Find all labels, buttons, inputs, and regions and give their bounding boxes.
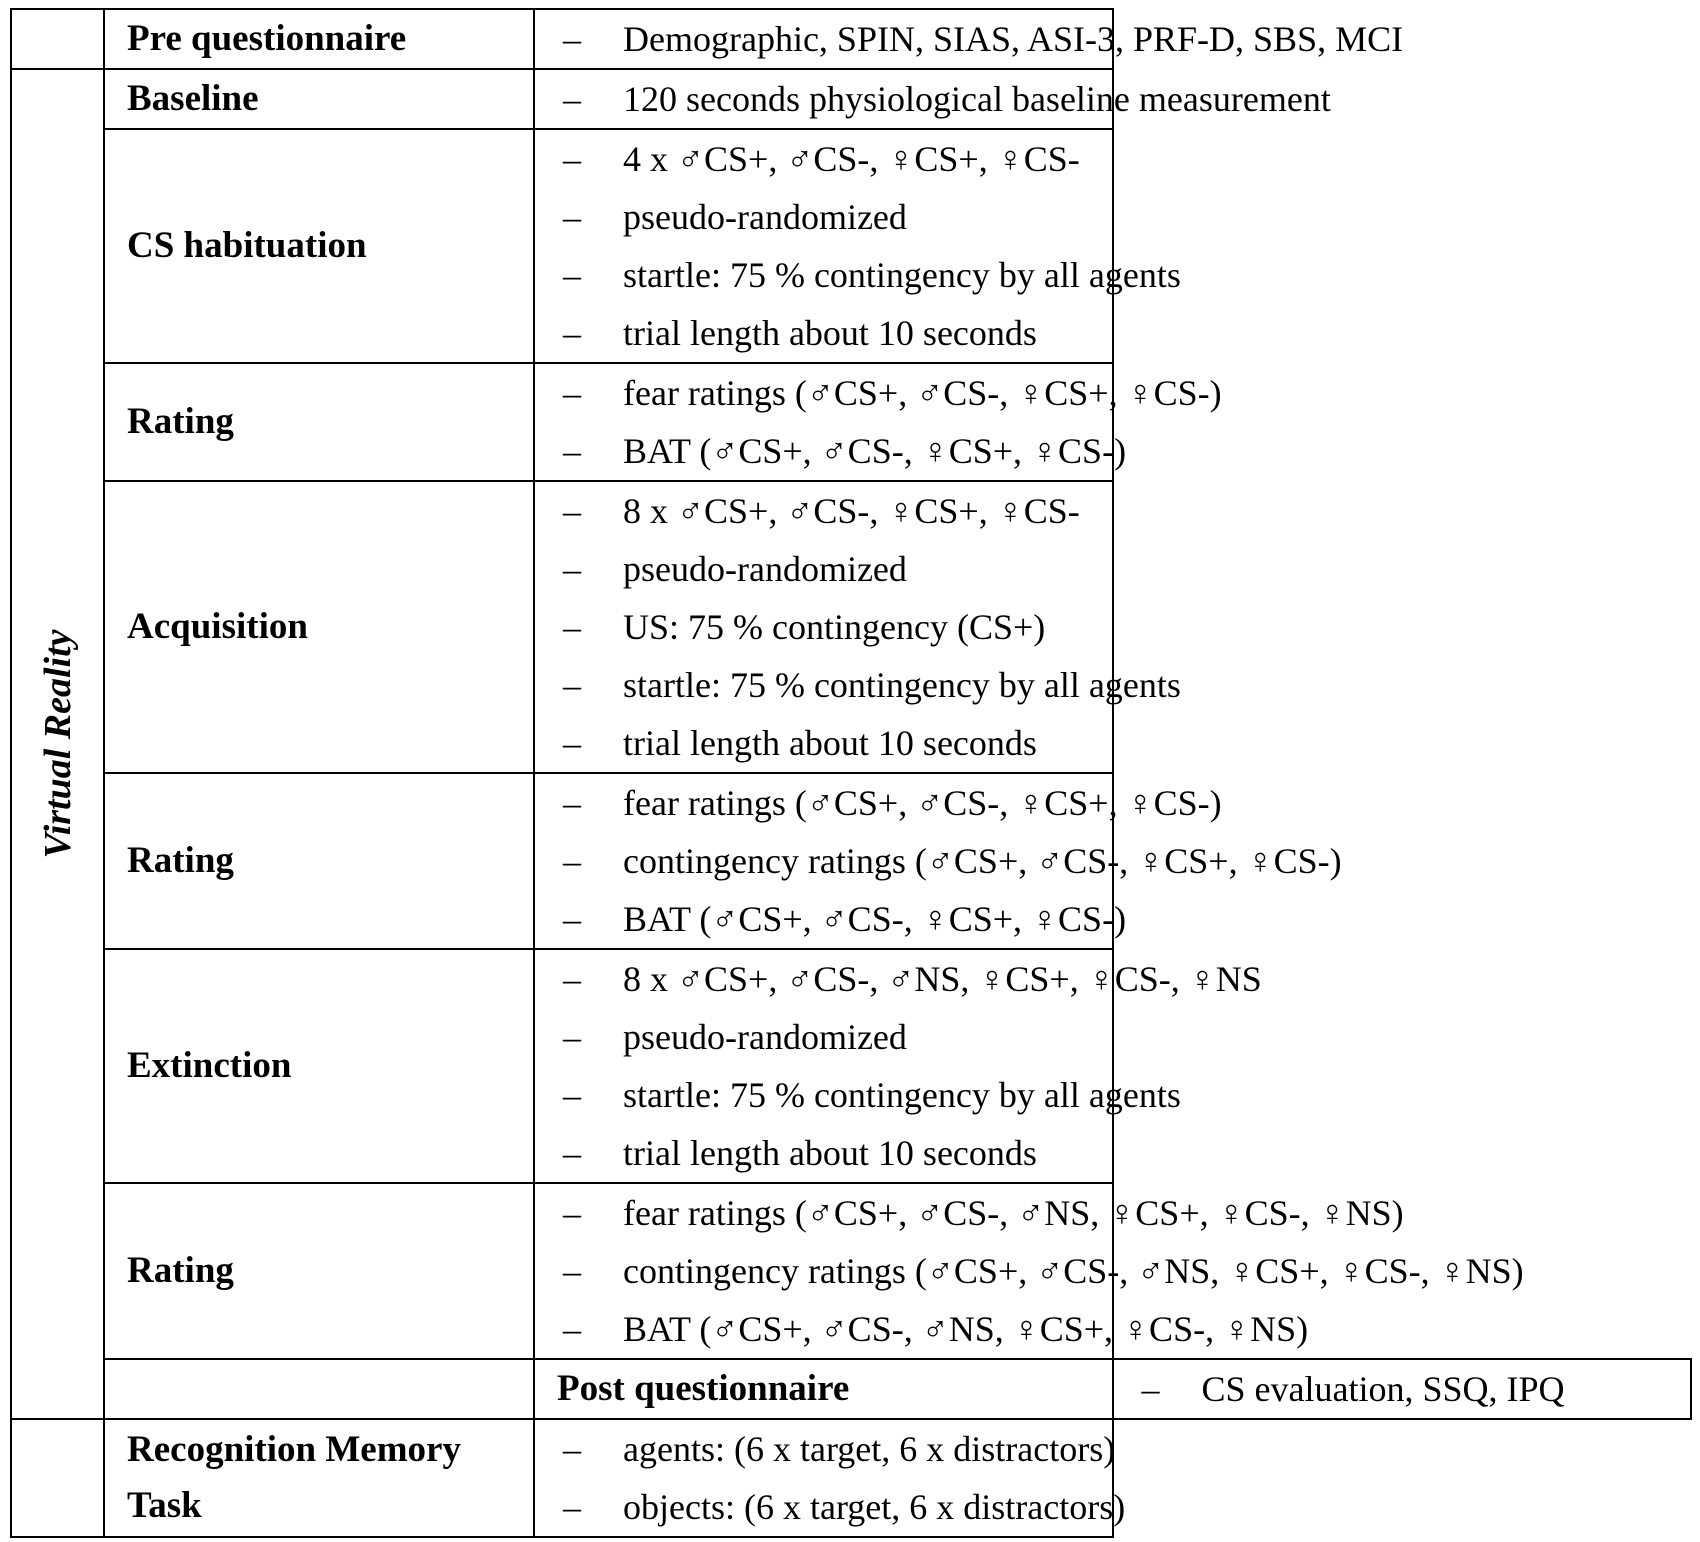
table-row: [11, 949, 1691, 1183]
list-item: – objects: (6 x target, 6 x distractors): [563, 1487, 1126, 1527]
phase-cell: Rating: [104, 363, 534, 481]
items-cell: [534, 949, 1262, 1183]
list-item: – startle: 75 % contingency by all agents: [563, 665, 1181, 705]
list-item: – pseudo-randomized: [563, 549, 907, 589]
phase-cell: Extinction: [104, 949, 534, 1183]
side-label: Virtual Reality: [36, 629, 79, 859]
phase-cell: Pre questionnaire: [104, 9, 534, 69]
table-row: [11, 129, 1691, 363]
phase-cell: Recognition Memory Task: [104, 1419, 534, 1537]
list-item: – BAT (♂CS+, ♂CS-, ♂NS, ♀CS+, ♀CS-, ♀NS): [563, 1309, 1309, 1349]
phase-cell: Post questionnaire: [534, 1359, 1113, 1419]
list-item: – trial length about 10 seconds: [563, 313, 1037, 353]
list-item: – agents: (6 x target, 6 x distractors): [563, 1429, 1116, 1469]
list-item: – fear ratings (♂CS+, ♂CS-, ♂NS, ♀CS+, ♀CS-, ♀NS): [563, 1193, 1404, 1233]
table-row: [11, 9, 1691, 69]
list-item: – trial length about 10 seconds: [563, 1133, 1037, 1173]
side-cell-virtual-reality: [11, 69, 104, 1419]
list-item: – BAT (♂CS+, ♂CS-, ♀CS+, ♀CS-): [563, 431, 1127, 471]
list-item: – trial length about 10 seconds: [563, 723, 1037, 763]
side-cell-empty: [104, 1359, 534, 1419]
table-row: [11, 481, 1691, 773]
items-cell: [534, 773, 1342, 949]
table-row: [11, 69, 1691, 129]
table-row: [11, 773, 1691, 949]
list-item: – 8 x ♂CS+, ♂CS-, ♂NS, ♀CS+, ♀CS-, ♀NS: [563, 959, 1262, 999]
items-cell: [534, 481, 1181, 773]
items-cell: [534, 1183, 1524, 1359]
phase-cell: Rating: [104, 1183, 534, 1359]
items-cell: [534, 363, 1222, 481]
table-row: [11, 1419, 1691, 1537]
phase-cell: Baseline: [104, 69, 534, 129]
list-item: – 4 x ♂CS+, ♂CS-, ♀CS+, ♀CS-: [563, 139, 1080, 179]
list-item: – 8 x ♂CS+, ♂CS-, ♀CS+, ♀CS-: [563, 491, 1080, 531]
table-row: [11, 363, 1691, 481]
items-cell: [534, 129, 1181, 363]
list-item: – US: 75 % contingency (CS+): [563, 607, 1046, 647]
phase-cell: Rating: [104, 773, 534, 949]
list-item: – CS evaluation, SSQ, IPQ: [1141, 1369, 1565, 1409]
phase-cell: CS habituation: [104, 129, 534, 363]
list-item: – contingency ratings (♂CS+, ♂CS-, ♀CS+, ♀CS-): [563, 841, 1342, 881]
procedure-table: [10, 8, 1692, 1538]
items-cell: [534, 1419, 1126, 1537]
phase-cell: Acquisition: [104, 481, 534, 773]
list-item: – contingency ratings (♂CS+, ♂CS-, ♂NS, ♀CS+, ♀CS-, ♀NS): [563, 1251, 1524, 1291]
table-row: [11, 1183, 1691, 1359]
items-cell: [534, 9, 1404, 69]
list-item: – pseudo-randomized: [563, 197, 907, 237]
list-item: – Demographic, SPIN, SIAS, ASI-3, PRF-D, SBS, MCI: [563, 19, 1404, 59]
table-row: [11, 1359, 1691, 1419]
side-cell-empty: [11, 9, 104, 69]
side-cell-empty: [11, 1419, 104, 1537]
items-cell: [1113, 1359, 1692, 1419]
list-item: – pseudo-randomized: [563, 1017, 907, 1057]
list-item: – startle: 75 % contingency by all agents: [563, 255, 1181, 295]
list-item: – fear ratings (♂CS+, ♂CS-, ♀CS+, ♀CS-): [563, 373, 1222, 413]
items-cell: [534, 69, 1331, 129]
list-item: – BAT (♂CS+, ♂CS-, ♀CS+, ♀CS-): [563, 899, 1127, 939]
list-item: – fear ratings (♂CS+, ♂CS-, ♀CS+, ♀CS-): [563, 783, 1222, 823]
list-item: – 120 seconds physiological baseline measurement: [563, 79, 1331, 119]
list-item: – startle: 75 % contingency by all agents: [563, 1075, 1181, 1115]
